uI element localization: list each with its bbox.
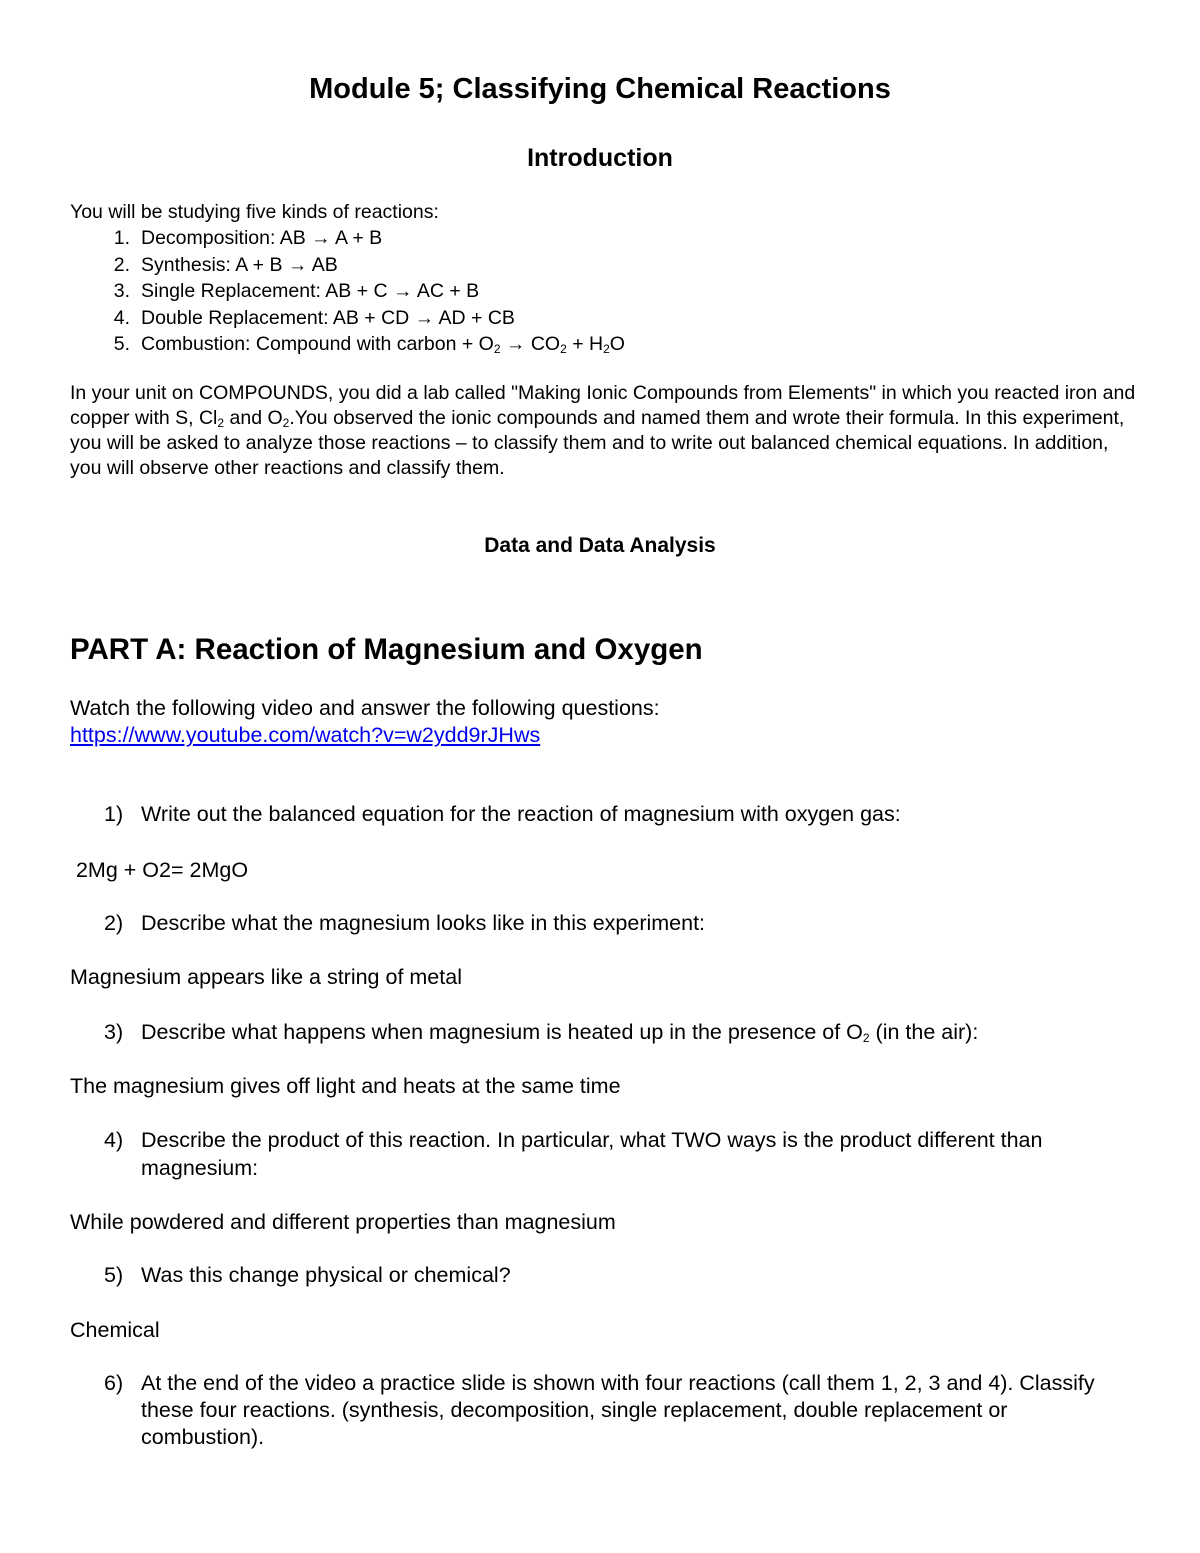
question-6 (0, 1370, 1200, 1454)
reaction-list (0, 226, 1200, 358)
answer-5: Chemical (70, 1318, 160, 1342)
list-item-text: Double Replacement: AB + CD → AD + CB (141, 307, 515, 329)
list-item-text: Synthesis: A + B → AB (141, 254, 338, 276)
question-4 (0, 1126, 1200, 1182)
list-item (0, 279, 1200, 304)
list-item (0, 332, 1200, 357)
list-item-text: Decomposition: AB → A + B (141, 227, 383, 249)
question-number: 4) (104, 1128, 124, 1152)
document-title: Module 5; Classifying Chemical Reactions (309, 73, 891, 105)
introduction-heading: Introduction (527, 144, 673, 172)
question-number: 6) (104, 1371, 124, 1395)
answer-3: The magnesium gives off light and heats at the same time (70, 1074, 621, 1098)
list-item-number: 4. (113, 307, 130, 329)
question-text: At the end of the video a practice slide is shown with four reactions (call them 1, 2, 3 and 4). Classify these four reactions. (synthesis, decomposition, single replacement, double replacement or combustion). (141, 1371, 1095, 1449)
question-5 (0, 1261, 1200, 1289)
list-item (0, 253, 1200, 278)
data-analysis-heading: Data and Data Analysis (484, 534, 716, 557)
question-text: Describe what happens when magnesium is heated up in the presence of $O_2$ (in the air): (141, 1020, 979, 1045)
intro-lead: You will be studying five kinds of reactions: (70, 201, 439, 223)
list-item (0, 306, 1200, 331)
list-item-number: 2. (113, 254, 130, 276)
list-item-number: 1. (113, 227, 130, 249)
question-2 (0, 909, 1200, 937)
question-number: 3) (104, 1020, 124, 1044)
question-3 (0, 1018, 1200, 1046)
list-item-text: Single Replacement: AB + C → AC + B (141, 280, 480, 302)
list-item (0, 226, 1200, 251)
question-number: 2) (104, 911, 124, 935)
question-text: Describe the product of this reaction. In particular, what TWO ways is the product different than magnesium: (141, 1128, 1043, 1180)
question-1 (0, 800, 1200, 828)
question-text: Describe what the magnesium looks like in this experiment: (141, 911, 706, 935)
answer-2: Magnesium appears like a string of metal (70, 965, 462, 989)
question-number: 5) (104, 1263, 124, 1287)
answer-1: 2Mg + O2= 2MgO (70, 858, 249, 882)
answer-4: While powdered and different properties than magnesium (70, 1210, 616, 1234)
part-a-heading: PART A: Reaction of Magnesium and Oxygen (70, 633, 703, 666)
list-item-number: 3. (113, 280, 130, 302)
intro-paragraph: In your unit on COMPOUNDS, you did a lab called "Making Ionic Compounds from Elements" in which you reacted iron and copper with S, $Cl_2$ and $O_2.You$ observed the ionic compounds and named them and wrote their formula. In this experiment, you will be asked to analyze those reactions – to classify them and to write out balanced chemical equations. In addition, you will observe other reactions and classify them. (70, 382, 1136, 479)
question-number: 1) (104, 802, 124, 826)
video-link[interactable]: https://www.youtube.com/watch?v=w2ydd9rJHws (70, 723, 541, 747)
video-instruction: Watch the following video and answer the following questions: (70, 696, 660, 720)
question-text: Was this change physical or chemical? (141, 1263, 511, 1287)
question-text: Write out the balanced equation for the reaction of magnesium with oxygen gas: (141, 802, 901, 826)
list-item-text: Combustion: Compound with carbon + $O_2 \to CO_2 + H_2O$ (141, 333, 625, 356)
list-item-number: 5. (113, 333, 130, 355)
